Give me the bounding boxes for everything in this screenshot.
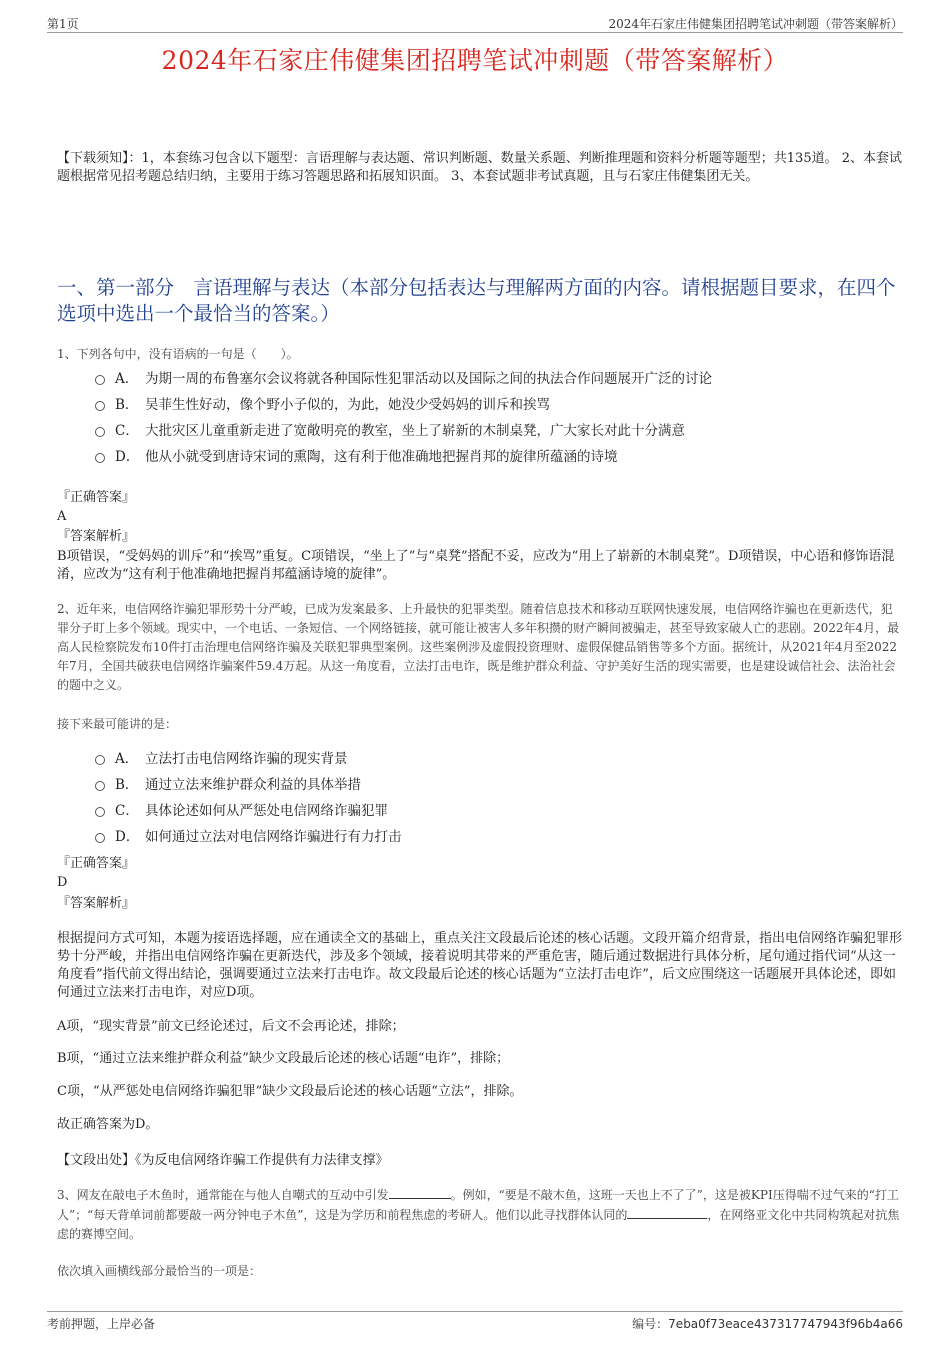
q1-answer: A: [57, 509, 67, 524]
radio-button-icon[interactable]: [95, 401, 105, 411]
q2-analysis: 根据提问方式可知，本题为接语选择题，应在通读全文的基础上，重点关注文段最后论述的核心话题。文段开篇介绍背景，指出电信网络诈骗犯罪形势十分严峻，并指出电信网络诈骗在更新迭代，涉及多个领域，接着说明其带来的严重危害，随后通过数据进行具体分析，尾句通过指代词“从这一角度看”指代前文得出结论，强调要通过立法来打击电诈。故文段最后论述的核心话题为“立法打击电诈”，后文应围绕这一话题展开具体论述，即如何通过立法来打击电诈，对应D项。: [57, 931, 903, 1000]
q2-analysis-label: 『答案解析』: [57, 896, 136, 911]
q2-prompt: 接下来最可能讲的是：: [57, 717, 178, 731]
q1-analysis-label: 『答案解析』: [57, 529, 136, 544]
q2-option-c[interactable]: C． 具体论述如何从严惩处电信网络诈骗犯罪: [95, 798, 895, 824]
radio-button-icon[interactable]: [95, 833, 105, 843]
radio-button-icon[interactable]: [95, 781, 105, 791]
q2-answer: D: [57, 875, 68, 890]
section-heading: 一、第一部分 言语理解与表达（本部分包括表达与理解两方面的内容。请根据题目要求，在四个选项中选出一个最恰当的答案。）: [57, 276, 896, 325]
page-header: [47, 14, 903, 33]
q1-option-c[interactable]: C． 大批灾区儿童重新走进了宽敞明亮的教室，坐上了崭新的木制桌凳，广大家长对此十分满意: [95, 418, 895, 444]
q1-option-d[interactable]: D． 他从小就受到唐诗宋词的熏陶，这有利于他准确地把握肖邦的旋律所蕴涵的诗境: [95, 444, 895, 470]
q1-stem: 1、下列各句中，没有语病的一句是（ ）。: [57, 347, 299, 361]
q2-stem: 2、近年来，电信网络诈骗犯罪形势十分严峻，已成为发案最多、上升最快的犯罪类型。随着信息技术和移动互联网快速发展，电信网络诈骗也在更新迭代，犯罪分子盯上多个领域。现实中，一个电话、一条短信、一个网络链接，就可能让被害人多年积攒的财产瞬间被骗走，甚至导致家破人亡的悲剧。2022年4月，最高人民检察院发布10件打击治理电信网络诈骗及关联犯罪典型案例。这些案例涉及虚假投资理财、虚假保健品销售等多个方面。据统计，从2021年4月至2022年7月，全国共破获电信网络诈骗案件59.4万起。从这一角度看，立法打击电诈，既是维护群众利益、守护美好生活的现实需要，也是建设诚信社会、法治社会的题中之义。: [57, 602, 900, 692]
q2-conclusion: 故正确答案为D。: [57, 1117, 159, 1132]
radio-button-icon[interactable]: [95, 807, 105, 817]
q1-options: [95, 366, 895, 470]
q2-source: 【文段出处】《为反电信网络诈骗工作提供有力法律支撑》: [57, 1153, 389, 1168]
radio-button-icon[interactable]: [95, 453, 105, 463]
radio-button-icon[interactable]: [95, 427, 105, 437]
page-footer: [47, 1311, 903, 1332]
q2-eliminate-a: A项，“现实背景”前文已经论述过，后文不会再论述，排除；: [57, 1019, 405, 1034]
q2-option-d[interactable]: D． 如何通过立法对电信网络诈骗进行有力打击: [95, 824, 895, 850]
radio-button-icon[interactable]: [95, 755, 105, 765]
q3-prompt: 依次填入画横线部分最恰当的一项是：: [57, 1264, 262, 1278]
q2-option-a[interactable]: A． 立法打击电信网络诈骗的现实背景: [95, 746, 895, 772]
footer-slogan: 考前押题，上岸必备: [47, 1317, 156, 1331]
radio-button-icon[interactable]: [95, 375, 105, 385]
q2-options: [95, 746, 895, 850]
download-notice: 【下载须知】：1，本套练习包含以下题型：言语理解与表达题、常识判断题、数量关系题、判断推理题和资料分析题等题型；共135道。 2、本套试题根据常见招考题总结归纳，主要用于练习答题思路和拓展知识面。 3、本套试题非考试真题，且与石家庄伟健集团无关。: [57, 151, 902, 184]
q1-option-a[interactable]: A． 为期一周的布鲁塞尔会议将就各种国际性犯罪活动以及国际之间的执法合作问题展开广泛的讨论: [95, 366, 895, 392]
fill-blank-2[interactable]: [627, 1205, 707, 1219]
fill-blank-1[interactable]: [389, 1185, 451, 1199]
q1-answer-label: 『正确答案』: [57, 490, 136, 505]
page-number: 第1页: [47, 17, 79, 31]
q2-eliminate-b: B项，“通过立法来维护群众利益”缺少文段最后论述的核心话题“电诈”，排除；: [57, 1051, 510, 1066]
q2-eliminate-c: C项，“从严惩处电信网络诈骗犯罪”缺少文段最后论述的核心话题“立法”，排除。: [57, 1084, 523, 1099]
q3-stem: 3、网友在敲电子木鱼时，通常能在与他人自嘲式的互动中引发 。例如，“要是不敲木鱼，这班一天也上不了了”，这是被KPI压得喘不过气来的“打工人”；“每天背单词前都要敲一两分钟电子木鱼”，这是为学历和前程焦虑的考研人。他们以此寻找群体认同的 ，在网络亚文化中共同构筑起对抗焦虑的赛博空间。: [57, 1185, 903, 1244]
q1-analysis: B项错误，“受妈妈的训斥”和“挨骂”重复。C项错误，“坐上了”与“桌凳”搭配不妥，应改为“用上了崭新的木制桌凳”。D项错误，中心语和修饰语混淆，应改为“这有利于他准确地把握肖邦蕴涵诗境的旋律”。: [57, 549, 895, 582]
q2-option-b[interactable]: B． 通过立法来维护群众利益的具体举措: [95, 772, 895, 798]
q1-option-b[interactable]: B． 吴菲生性好动，像个野小子似的，为此，她没少受妈妈的训斥和挨骂: [95, 392, 895, 418]
footer-code: 编号：7eba0f73eace437317747943f96b4a66: [632, 1317, 903, 1331]
q2-answer-label: 『正确答案』: [57, 856, 136, 871]
header-doc-title: 2024年石家庄伟健集团招聘笔试冲刺题（带答案解析）: [608, 17, 903, 31]
document-title: 2024年石家庄伟健集团招聘笔试冲刺题（带答案解析）: [161, 46, 789, 75]
